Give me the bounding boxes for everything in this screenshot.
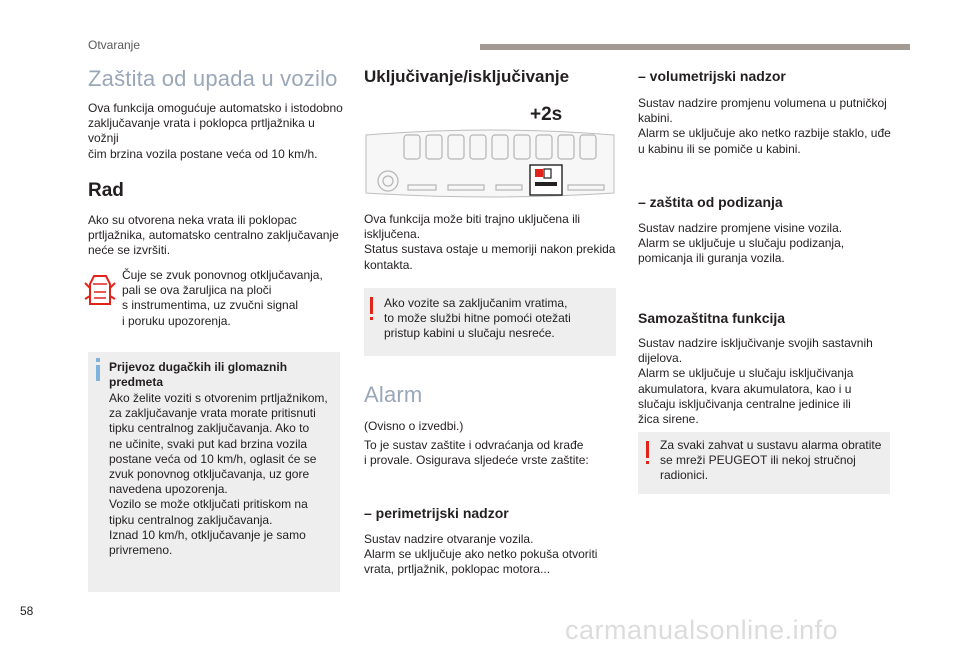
warning-box-col2 [364,288,616,356]
info-icon [96,365,100,381]
warning-text-col2: Ako vozite sa zaključanim vratima, to može službi hitne pomoći otežati pristup kabini u slučaju nesreće. [384,296,571,341]
self-protection-heading: Samozaštitna funkcija [638,310,786,326]
perimeter-heading: – perimetrijski nadzor [364,505,509,521]
alarm-note: (Ovisno o izvedbi.) [364,419,464,433]
info-title: Prijevoz dugačkih ili glomaznih predmeta [109,360,288,390]
alarm-text: To je sustav zaštite i odvraćanja od krađe i provale. Osigurava sljedeće vrste zaštite: [364,438,589,468]
rad-icon-text: Čuje se zvuk ponovnog otključavanja, pali se ova žaruljica na ploči s instrumentima, uz zvučni signal i poruku upozorenja. [122,268,323,328]
warning-text-col3: Za svaki zahvat u sustavu alarma obratite se mreži PEUGEOT ili nekoj stručnoj radionici. [660,438,882,483]
info-box [88,352,340,592]
page-number: 58 [20,604,34,618]
section-header: Otvaranje [88,38,141,52]
perimeter-text: Sustav nadzire otvaranje vozila. Alarm se uključuje ako netko pokuša otvoriti vrata, prtljažnik, poklopac motora... [364,532,598,577]
alarm-heading: Alarm [364,382,423,407]
intro-text: Ova funkcija omogućuje automatsko i istodobno zaključavanje vrata i poklopca prtljažnika u vožnji čim brzina vozila postane veća od 10 km/h. [88,101,343,161]
toggle-heading: Uključivanje/isključivanje [364,67,570,86]
page-title: Zaštita od upada u vozilo [88,66,338,91]
self-protection-text: Sustav nadzire isključivanje svojih sastavnih dijelova. Alarm se uključuje u slučaju isključivanja akumulatora, kvara akumulatora, kao i u slučaju isključivanja centralne jedinice ili žica sirene. [638,336,873,427]
lift-text: Sustav nadzire promjene visine vozila. Alarm se uključuje u slučaju podizanja, pomicanja ili guranja vozila. [638,221,845,266]
press-duration-label: +2s [530,104,563,125]
volumetric-heading: – volumetrijski nadzor [638,68,786,84]
info-text: Ako želite voziti s otvorenim prtljažnikom, za zaključavanje vrata morate pritisnuti tipku centralnog zaključavanja. Ako to ne učinite, svaki put kad brzina vozila postane veća od 10 km/h, oglasit će se zvuk ponovnog otključavanja, uz gore navedena upozorenja. Vozilo se može otključati pritiskom na tipku centralnog zaključavanja. Iznad 10 km/h, otključavanje je samo privremeno. [109,391,328,558]
watermark: carmanualsonline.info [565,615,839,645]
warning-box-col3 [638,432,890,494]
header-bar [480,44,910,50]
info-icon-dot [96,358,100,362]
rad-text: Ako su otvorena neka vrata ili poklopac prtljažnika, automatsko centralno zaključavanje neće se izvršiti. [88,213,339,258]
car-open-warning-icon [84,272,116,310]
rad-heading: Rad [88,180,124,201]
volumetric-text: Sustav nadzire promjenu volumena u putničkoj kabini. Alarm se uključuje ako netko razbije staklo, uđe u kabinu ili se pomiče u kabini. [638,96,891,156]
warning-icon [646,441,649,458]
control-panel-illustration [364,127,616,199]
toggle-text: Ova funkcija može biti trajno uključena ili isključena. Status sustava ostaje u memoriji nakon prekida kontakta. [364,212,616,272]
warning-icon [370,297,373,314]
lift-heading: – zaštita od podizanja [638,194,783,210]
